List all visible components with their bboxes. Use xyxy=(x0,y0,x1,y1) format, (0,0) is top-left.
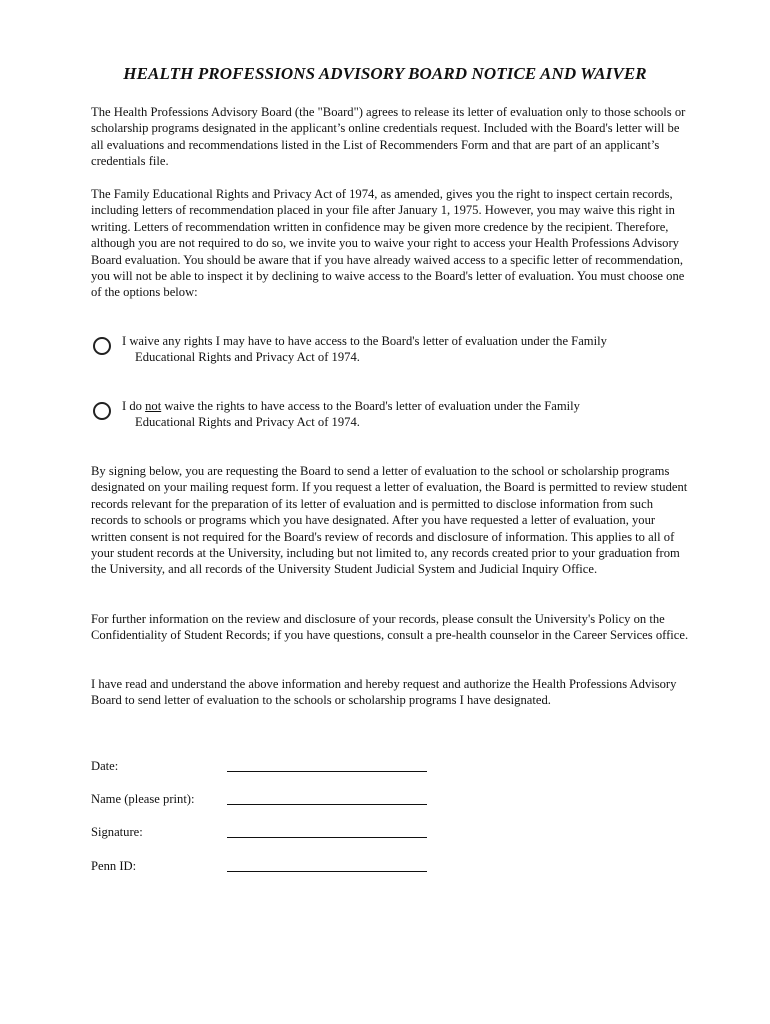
waive-option-line2: Educational Rights and Privacy Act of 1974. xyxy=(135,350,360,365)
not-waive-option-line2: Educational Rights and Privacy Act of 1974. xyxy=(135,415,360,430)
name-field[interactable] xyxy=(227,791,427,805)
acknowledge-paragraph: I have read and understand the above information and hereby request and authorize the Health Professions Advisory Board to send letter of evaluation to the schools or scholarship programs I have designated. xyxy=(91,677,677,708)
intro-paragraph: The Health Professions Advisory Board (the "Board") agrees to release its letter of evaluation only to those schools or scholarship programs designated in the applicant’s online credentials request. Included with the Board's letter will be all evaluations and recommendations listed in the List of Recommenders Form and that are part of an applicant’s credentials file. xyxy=(91,105,686,169)
not-waive-option-text xyxy=(122,398,682,431)
waive-option-line1: I waive any rights I may have to have access to the Board's letter of evaluation under the Family xyxy=(122,334,607,348)
name-label: Name (please print): xyxy=(91,792,195,806)
penn-id-row xyxy=(91,858,491,876)
date-label: Date: xyxy=(91,759,119,773)
further-info-paragraph: For further information on the review and disclosure of your records, please consult the University's Policy on the Confidentiality of Student Records; if you have questions, consult a pre-health counselor in the Career Services office. xyxy=(91,612,689,643)
name-row xyxy=(91,791,491,809)
waive-option xyxy=(91,333,691,367)
signature-field[interactable] xyxy=(227,824,427,838)
not-waive-pre: I do xyxy=(122,399,146,413)
ferpa-paragraph: The Family Educational Rights and Privacy Act of 1974, as amended, gives you the right to inspect certain records, including letters of recommendation placed in your file after January 1, 1975. However, you may waive this right in writing. Letters of recommendation written in confidence may be given more credence by the recipient. Therefore, although you are not required to do so, we invite you to waive your right to access your Health Professions Advisory Board evaluation. You should be aware that if you have already waived access to a specific letter of recommendation, you will not be able to inspect it by declining to waive access to the Board's letter of evaluation. You must choose one of the options below: xyxy=(91,187,685,300)
signature-row xyxy=(91,824,491,842)
not-waive-option xyxy=(91,398,691,432)
signing-paragraph: By signing below, you are requesting the Board to send a letter of evaluation to the school or scholarship programs designated on your mailing request form. If you request a letter of evaluation, the Board is permitted to review student records relevant for the preparation of its letter of evaluation and is permitted to disclose information from such records to schools or programs which you have designated. After you have requested a letter of evaluation, your written consent is not required for the Board's review of records and disclosure of information. This applies to all of your student records at the University, including but not limited to, any records created prior to your graduation from the University, and all records of the University Student Judicial System and Judicial Inquiry Office. xyxy=(91,464,688,577)
waive-option-text xyxy=(122,333,682,366)
date-row xyxy=(91,758,491,776)
penn-id-field[interactable] xyxy=(227,858,427,872)
not-emphasis: not xyxy=(145,399,162,413)
date-field[interactable] xyxy=(227,758,427,772)
signature-label: Signature: xyxy=(91,825,143,839)
not-waive-radio[interactable] xyxy=(93,402,111,420)
not-waive-option-line1 xyxy=(122,399,580,413)
penn-id-label: Penn ID: xyxy=(91,859,137,873)
document-title: HEALTH PROFESSIONS ADVISORY BOARD NOTICE AND WAIVER xyxy=(123,64,647,83)
waive-radio[interactable] xyxy=(93,337,111,355)
not-waive-rest: waive the rights to have access to the Board's letter of evaluation under the Family xyxy=(161,399,580,413)
